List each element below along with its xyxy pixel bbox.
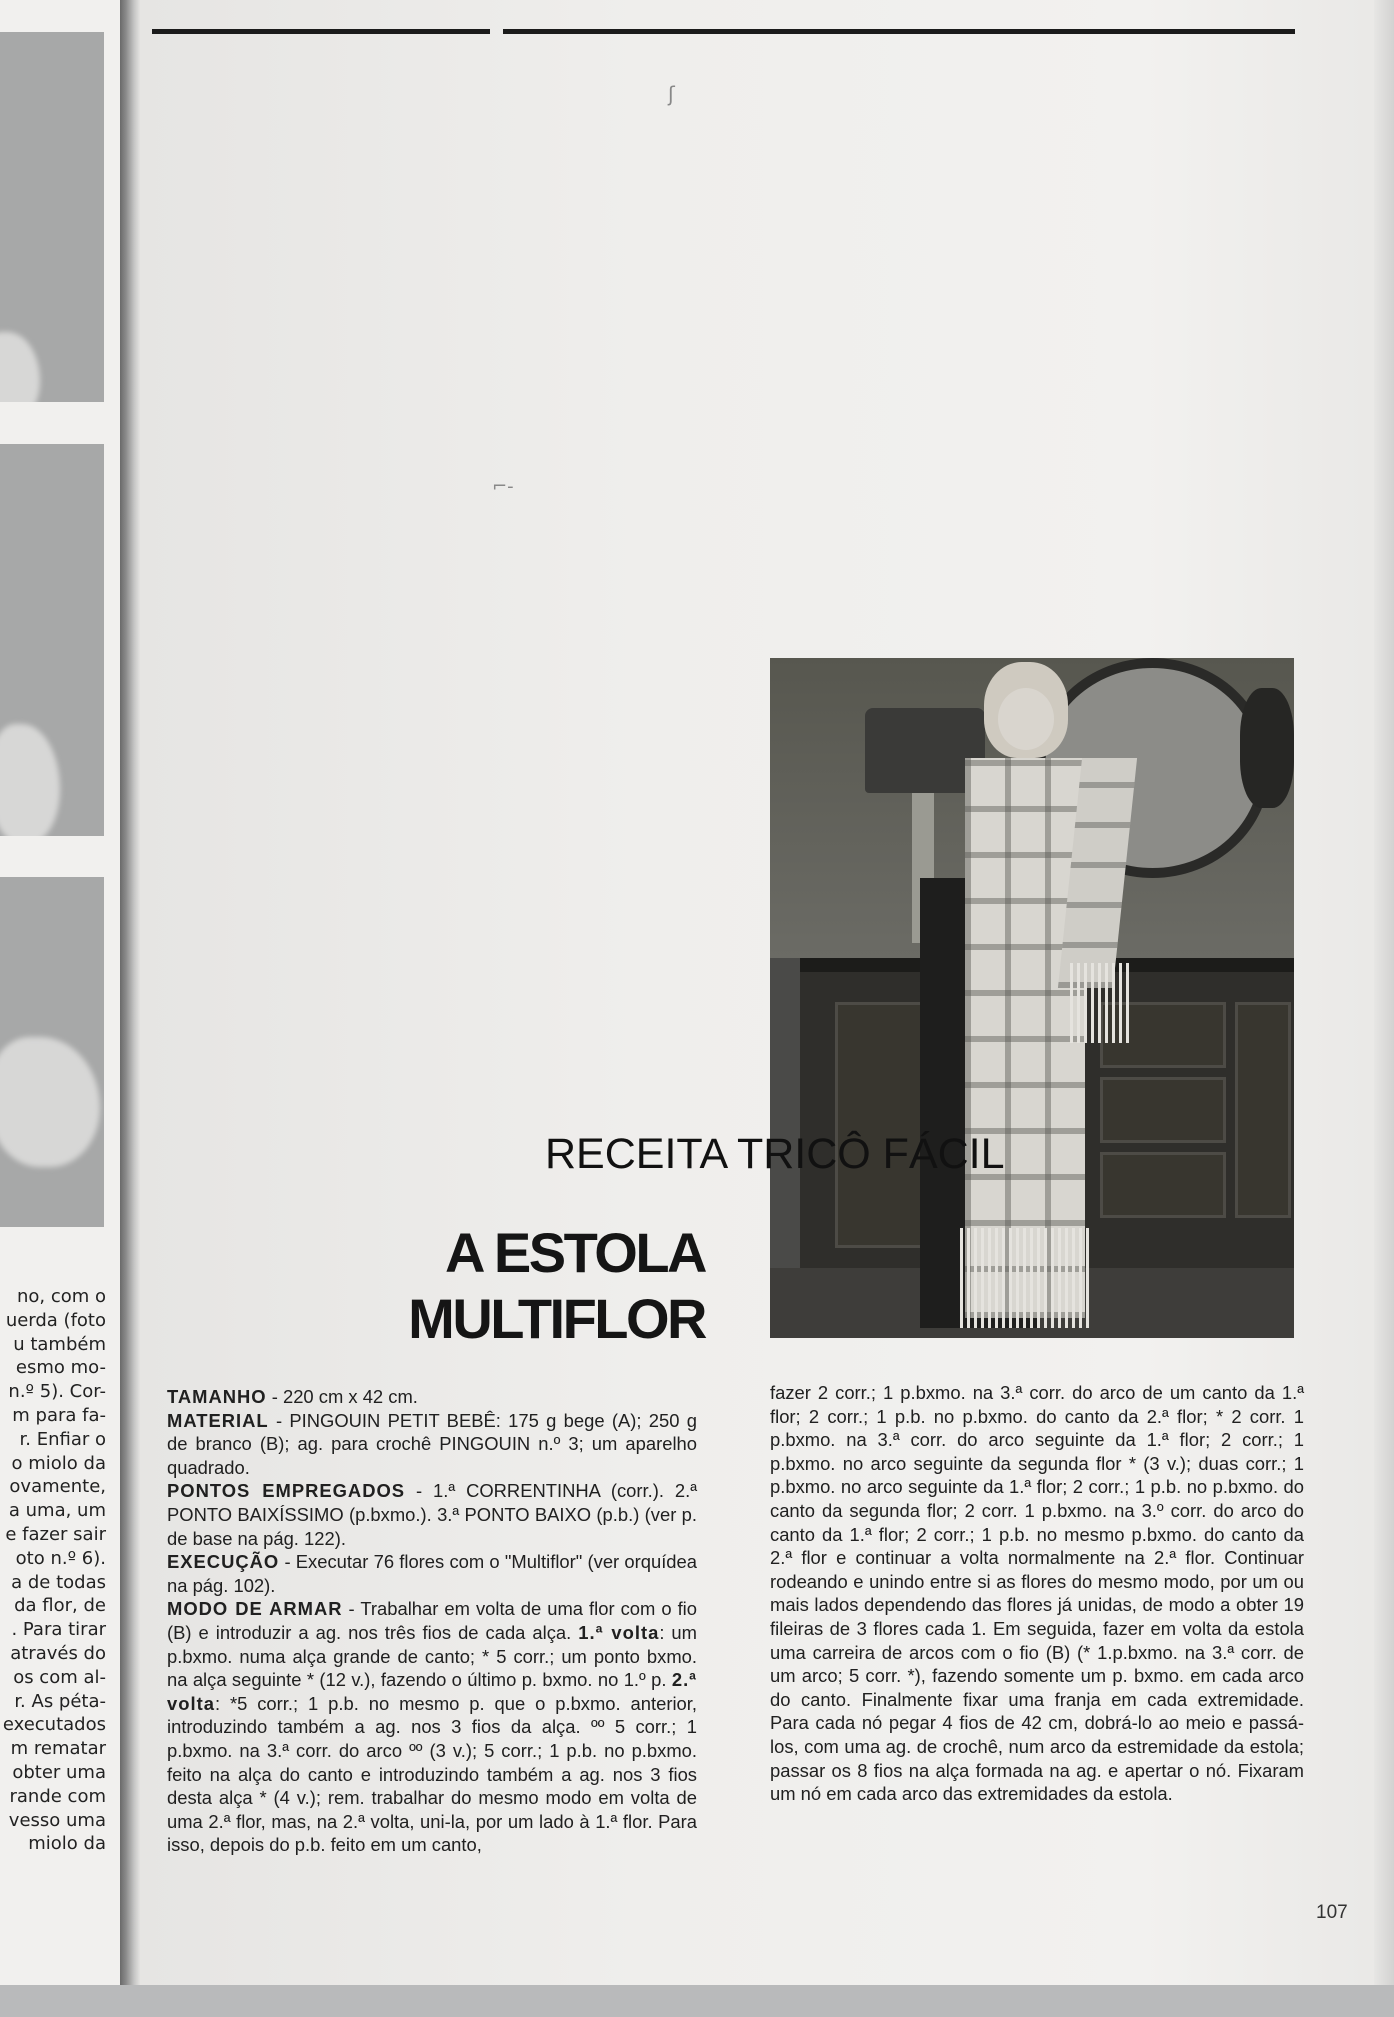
left-fragment-line: rande com [9, 1785, 106, 1807]
top-rule-left [152, 29, 490, 34]
overlay-heading: RECEITA TRICÔ FÁCIL [545, 1130, 1005, 1178]
execucao-paragraph [167, 1550, 697, 1597]
left-fragment-line: executados [2, 1714, 106, 1736]
left-fragment-line: esmo mo- [15, 1357, 106, 1379]
top-rule-right [503, 29, 1295, 34]
left-fragment-line: r. As péta- [14, 1690, 106, 1712]
volta-1-label: 1.ª volta [578, 1621, 660, 1643]
left-fragment-line: obter uma [12, 1761, 106, 1783]
right-column-paragraph: fazer 2 corr.; 1 p.bxmo. na 3.ª corr. do arco de um canto da 1.ª flor; 2 corr.; 1 p.b. no p.bxmo. do canto da 2.ª flor; * 2 corr. 1 p.bxmo. na 3.ª corr. do arco seguinte da 1.ª flor; 2 corr.; 1 p.bxmo. no arco seguinte da segunda flor * (3 v.); duas corr.; 1 p.bxmo. no arco seguinte da 1.ª flor; 2 corr.; 1 p.b. no p.bxmo. do canto da segunda flor; 2 corr. 1 p.bxmo. na 3.º corr. do arco do canto da 1.ª flor; 2 corr.; 1 p.b. no mesmo p.bxmo. do canto da 2.ª flor e continuar a volta normalmente na 2.ª flor. Continuar rodeando e unindo entre si as flores do mesmo modo, por um ou mais lados dependendo das flores já unidas, de modo a obter 19 fileiras de 3 flores cada 1. Em seguida, fazer em volta da estola uma carreira de arcos com o fio (B) (* 1.p.bxmo. na 3.ª corr. de um arco; 5 corr. *), fazendo somente um p. bxmo. em cada arco do canto. Finalmente fixar uma franja em cada extremidade. Para cada nó pegar 4 fios de 42 cm, dobrá-lo ao meio e passá-los, com uma ag. de crochê, num arco da estremidade da estola; passar os 8 fios na alça formada na ag. e apertar o nó. Fixaram um nó em cada arco das extremidades da estola. [770, 1382, 1304, 1805]
stole-fringe [960, 1228, 1090, 1328]
article-title [380, 1220, 705, 1352]
page-edge [1374, 0, 1394, 1985]
left-fragment-line: da flor, de [14, 1595, 106, 1617]
page-gutter [120, 0, 140, 1985]
instructions-right-column [770, 1381, 1304, 1806]
left-fragment-line: oto n.º 6). [15, 1547, 106, 1569]
material-text: - PINGOUIN PETIT BEBÊ: 175 g bege (A); 250 g de branco (B); ag. para crochê PINGOUIN n.º 3; um aparelho quadrado. [167, 1409, 697, 1478]
woman-wearing-stole-photo [770, 658, 1294, 1338]
modo-label: MODO DE ARMAR [167, 1598, 343, 1620]
modo-text-b: : um p.bxmo. numa alça grande de canto; * 5 corr.; um ponto bxmo. na alça seguinte * (12 v.), fazendo o último p. bxmo. no 1.º p. [167, 1621, 697, 1691]
tamanho-label: TAMANHO [167, 1386, 267, 1407]
left-fragment-line: o miolo da [11, 1452, 106, 1474]
left-fragment-line: a uma, um [8, 1500, 106, 1522]
title-line-2: MULTIFLOR [408, 1287, 705, 1350]
print-speck: ⌐- [492, 476, 514, 497]
left-fragment-line: ovamente, [9, 1476, 106, 1498]
left-fragment-line: m para fa- [12, 1404, 106, 1426]
print-speck: ʃ [668, 82, 675, 106]
execucao-text: - Executar 76 flores com o "Multiflor" (ver orquídea na pág. 102). [167, 1551, 697, 1596]
execucao-label: EXECUÇÃO [167, 1551, 280, 1573]
left-photo-top [0, 32, 104, 402]
left-fragment-line: r. Enfiar o [19, 1428, 106, 1450]
material-paragraph [167, 1409, 697, 1480]
pontos-label: PONTOS EMPREGADOS [167, 1480, 406, 1502]
left-fragment-line: vesso uma [8, 1809, 106, 1831]
left-fragment-line: u também [13, 1333, 106, 1355]
left-page-fragment [0, 0, 130, 1985]
modo-text-a: - Trabalhar em volta de uma flor com o fio (B) e introduzir a ag. nos três fios de cada alça. [167, 1598, 697, 1643]
left-fragment-line: miolo da [28, 1833, 106, 1855]
pontos-text: - 1.ª CORRENTINHA (corr.). 2.ª PONTO BAIXÍSSIMO (p.bxmo.). 3.ª PONTO BAIXO (p.b.) (ver p. de base na pág. 122). [167, 1480, 697, 1549]
instructions-left-column [167, 1385, 697, 1857]
left-fragment-line: os com al- [13, 1666, 106, 1688]
pontos-paragraph [167, 1479, 697, 1550]
left-photo-middle [0, 444, 104, 836]
volta-2-label: 2.ª volta [167, 1669, 697, 1714]
left-photo-bottom [0, 877, 104, 1227]
left-fragment-line: e fazer sair [5, 1523, 106, 1545]
material-label: MATERIAL [167, 1409, 269, 1431]
left-fragment-line: a de todas [11, 1571, 106, 1593]
left-fragment-line: . Para tirar [11, 1619, 106, 1641]
left-fragment-line: uerda (foto [5, 1309, 106, 1331]
left-fragment-line: n.º 5). Cor- [8, 1381, 106, 1403]
left-fragment-line: no, com o [16, 1286, 106, 1307]
tamanho-text: - 220 cm x 42 cm. [266, 1386, 418, 1407]
page-number: 107 [1316, 1902, 1348, 1923]
modo-text-c: : *5 corr.; 1 p.b. no mesmo p. que o p.bxmo. anterior, introduzindo também a ag. nos 3 fios da alça. ºº 5 corr.; 1 p.bxmo. na 3.ª corr. do arco ºº (3 v.); 5 corr.; 1 p.b. no p.bxmo. feito na alça do canto e introduzindo também a ag. nos 3 fios desta alça * (4 v.); rem. trabalhar do mesmo modo em volta de uma 2.ª flor, mas, na 2.ª volta, uni-la, por um lado à 1.ª flor. Para isso, depois do p.b. feito em um canto, [167, 1692, 697, 1856]
modo-paragraph [167, 1597, 697, 1857]
title-line-1: A ESTOLA [444, 1221, 705, 1284]
left-page-text-fragment [0, 1285, 106, 1856]
left-fragment-line: m rematar [10, 1738, 106, 1760]
tamanho-paragraph [167, 1385, 697, 1409]
left-fragment-line: através do [10, 1642, 106, 1664]
